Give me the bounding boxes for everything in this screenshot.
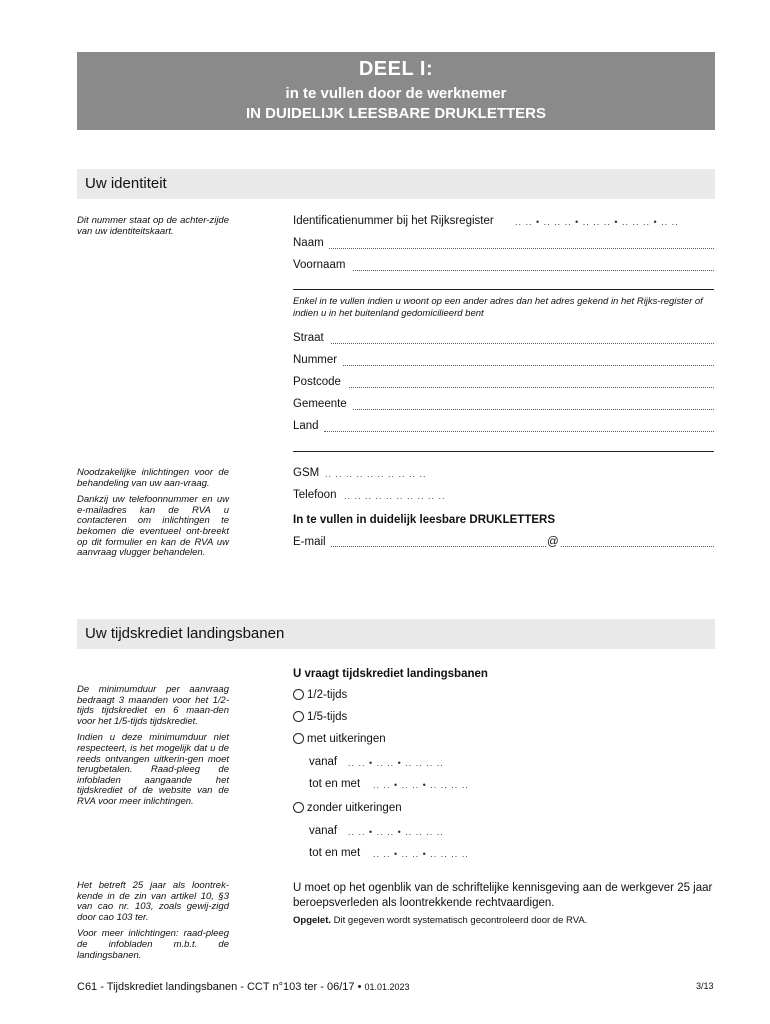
- divider: [293, 289, 714, 290]
- option-label: 1/2-tijds: [307, 689, 348, 701]
- radio-icon[interactable]: [293, 733, 304, 744]
- from-date-field[interactable]: .. .. • .. .. • .. .. .. ..: [348, 827, 444, 837]
- name-label: Naam: [293, 237, 324, 249]
- section-identity-header: [77, 169, 715, 199]
- until-label: tot en met: [309, 847, 361, 859]
- option-without-benefits[interactable]: [293, 802, 402, 814]
- seniority-note-text: Voor meer inlichtingen: raad-pleeg de infobladen m.b.t. de landingsbanen.: [77, 928, 229, 961]
- country-label: Land: [293, 420, 319, 432]
- option-label: zonder uitkeringen: [307, 802, 402, 814]
- until-date-field[interactable]: .. .. • .. .. • .. .. .. ..: [373, 780, 469, 790]
- footer: [77, 981, 410, 993]
- footer-text: C61 - Tijdskrediet landingsbanen - CCT n°103 ter - 06/17 •: [77, 981, 362, 993]
- name-field[interactable]: [329, 248, 714, 249]
- contact-note: [77, 468, 229, 565]
- radio-icon[interactable]: [293, 802, 304, 813]
- radio-icon[interactable]: [293, 711, 304, 722]
- email-domain-field[interactable]: [561, 546, 714, 547]
- option-fifth-time[interactable]: [293, 711, 347, 723]
- postcode-label: Postcode: [293, 376, 341, 388]
- attention-text: Dit gegeven wordt systematisch gecontroleerd door de RVA.: [331, 915, 588, 926]
- divider: [293, 451, 714, 452]
- option-half-time[interactable]: [293, 689, 347, 701]
- from-label: vanaf: [309, 756, 338, 768]
- seniority-note-text: Het betreft 25 jaar als loontrek-kende in de zin van artikel 10, §3 van cao nr. 103, zoals gewij-zigd door cao 103 ter.: [77, 880, 229, 923]
- seniority-statement: U moet op het ogenblik van de schriftelijke kennisgeving aan de werkgever 25 jaar beroepsverleden als loontrekkende rechtvaardigen.: [293, 882, 713, 909]
- street-field[interactable]: [331, 343, 714, 344]
- id-number-note-text: Dit nummer staat op de achter-zijde van uw identiteitskaart.: [77, 215, 229, 237]
- duration-note: [77, 685, 229, 814]
- section-credit-header: [77, 619, 715, 649]
- country-field[interactable]: [324, 431, 714, 432]
- radio-icon[interactable]: [293, 689, 304, 700]
- phone-label: Telefoon: [293, 489, 337, 501]
- duration-note-text: Indien u deze minimumduur niet respecteert, is het mogelijk dat u de reeds ontvangen uitkerin-gen moet terugbetalen. Raad-pleeg de infobladen aangaande het tijdskrediet of de website van de RVA voor meer inlichtingen.: [77, 732, 229, 807]
- page-number: 3/13: [696, 981, 714, 991]
- gsm-field[interactable]: .. .. .. .. .. .. .. .. .. ..: [325, 469, 427, 479]
- section-identity-title: Uw identiteit: [85, 175, 167, 192]
- email-heading: In te vullen in duidelijk leesbare DRUKLETTERS: [293, 514, 555, 526]
- id-number-label: Identificatienummer bij het Rijksregister: [293, 215, 494, 227]
- id-number-note: [77, 216, 229, 243]
- from-date-field[interactable]: .. .. • .. .. • .. .. .. ..: [348, 758, 444, 768]
- firstname-label: Voornaam: [293, 259, 346, 271]
- option-with-benefits[interactable]: [293, 733, 386, 745]
- phone-field[interactable]: .. .. .. .. .. .. .. .. .. ..: [344, 491, 446, 501]
- id-number-field[interactable]: .. .. • .. .. .. • .. .. .. • .. .. .. • .. ..: [515, 217, 679, 227]
- duration-note-text: De minimumduur per aanvraag bedraagt 3 maanden voor het 1/2-tijds tijdskrediet en 6 maan-den voor het 1/5-tijds tijdskrediet.: [77, 684, 229, 727]
- part-header: [77, 52, 715, 130]
- part-subtitle: in te vullen door de werknemer: [285, 85, 507, 102]
- email-local-field[interactable]: [331, 546, 546, 547]
- footer-date: 01.01.2023: [364, 982, 410, 992]
- postcode-field[interactable]: [349, 387, 714, 388]
- option-label: met uitkeringen: [307, 733, 386, 745]
- until-date-field[interactable]: .. .. • .. .. • .. .. .. ..: [373, 849, 469, 859]
- at-sign: @: [547, 536, 559, 548]
- contact-note-text: Noodzakelijke inlichtingen voor de behandeling van uw aan-vraag.: [77, 467, 229, 489]
- firstname-field[interactable]: [353, 270, 714, 271]
- part-instruction: IN DUIDELIJK LEESBARE DRUKLETTERS: [245, 105, 547, 122]
- email-label: E-mail: [293, 536, 326, 548]
- option-label: 1/5-tijds: [307, 711, 348, 723]
- city-field[interactable]: [353, 409, 714, 410]
- city-label: Gemeente: [293, 398, 347, 410]
- attention-label: Opgelet.: [293, 915, 332, 926]
- seniority-note: [77, 881, 229, 967]
- until-label: tot en met: [309, 778, 361, 790]
- contact-note-text: Dankzij uw telefoonnummer en uw e-mailadres kan de RVA u contacteren om inlichtingen te bekomen die eventueel ont-breekt op dit formulier en kan de RVA uw aanvraag vlugger behandelen.: [77, 494, 229, 559]
- street-label: Straat: [293, 332, 324, 344]
- number-label: Nummer: [293, 354, 338, 366]
- address-note: Enkel in te vullen indien u woont op een ander adres dan het adres gekend in het Rijks-register of indien u in het buitenland gedomicilieerd bent: [293, 296, 703, 319]
- from-label: vanaf: [309, 825, 338, 837]
- section-credit-title: Uw tijdskrediet landingsbanen: [85, 625, 285, 642]
- attention-note: [293, 915, 587, 926]
- number-field[interactable]: [343, 365, 714, 366]
- part-title: DEEL I:: [358, 58, 434, 80]
- gsm-label: GSM: [293, 467, 320, 479]
- credit-question: U vraagt tijdskrediet landingsbanen: [293, 668, 488, 680]
